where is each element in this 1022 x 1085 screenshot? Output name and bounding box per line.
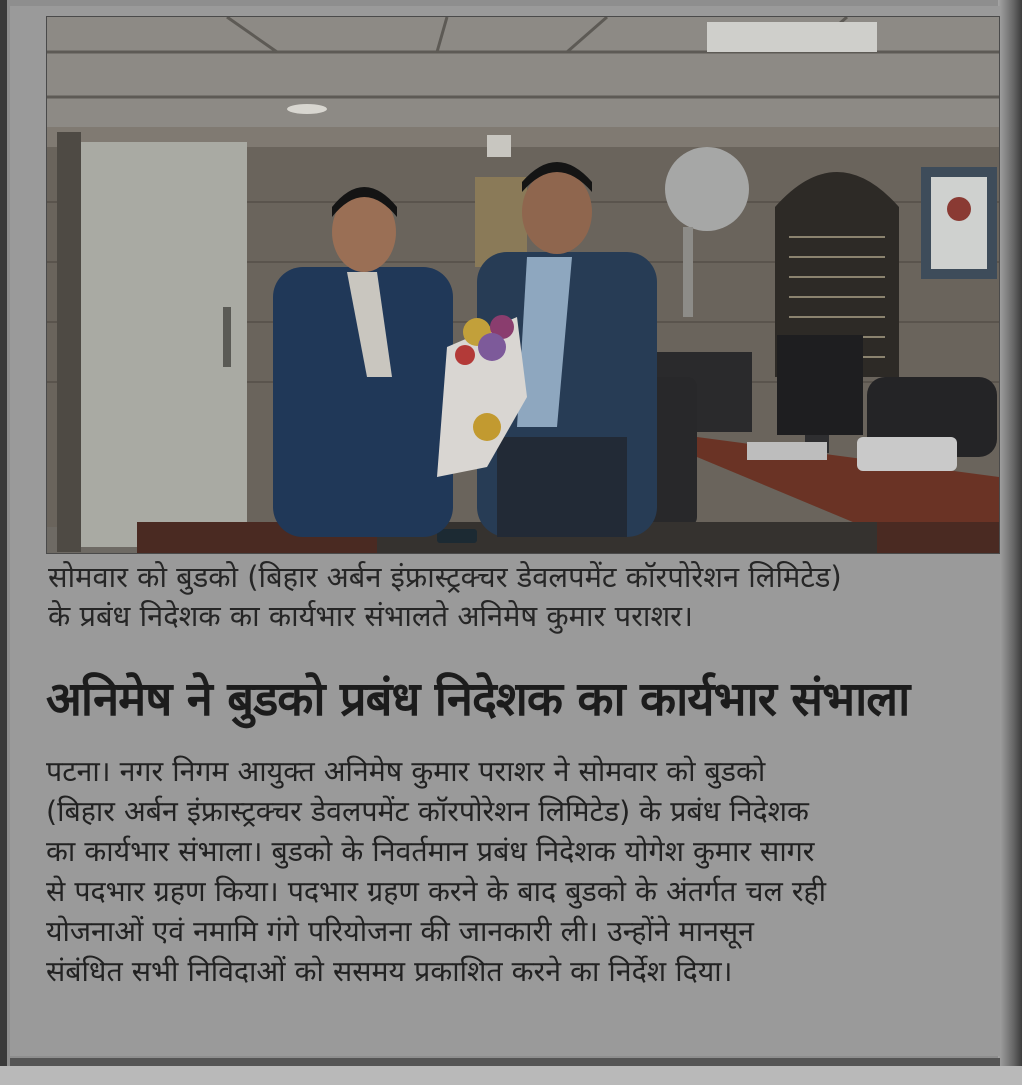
bottom-rule: [10, 1058, 1000, 1066]
paper-right-edge: [998, 0, 1022, 1085]
body-line: संबंधित सभी निविदाओं को ससमय प्रकाशित करने का निर्देश दिया।: [46, 955, 733, 988]
article-body: [46, 752, 996, 992]
body-line: से पदभार ग्रहण किया। पदभार ग्रहण करने के बाद बुडको के अंतर्गत चल रही: [46, 875, 827, 908]
caption-line-1: सोमवार को बुडको (बिहार अर्बन इंफ्रास्ट्रक्चर डेवलपमेंट कॉरपोरेशन लिमिटेड): [48, 560, 842, 594]
bottom-paper-strip: [0, 1066, 1022, 1085]
body-line: योजनाओं एवं नमामि गंगे परियोजना की जानकारी ली। उन्होंने मानसून: [46, 915, 754, 948]
body-line: का कार्यभार संभाला। बुडको के निवर्तमान प्रबंध निदेशक योगेश कुमार सागर: [46, 835, 815, 868]
news-photo: [46, 16, 1000, 554]
left-edge-rule: [0, 0, 7, 1085]
article-headline: अनिमेष ने बुडको प्रबंध निदेशक का कार्यभार संभाला: [46, 672, 910, 727]
body-line: पटना। नगर निगम आयुक्त अनिमेष कुमार पराशर ने सोमवार को बुडको: [46, 755, 766, 788]
caption-line-2: के प्रबंध निदेशक का कार्यभार संभालते अनिमेष कुमार पराशर।: [48, 599, 694, 633]
photo-caption: [48, 558, 998, 636]
body-line: (बिहार अर्बन इंफ्रास्ट्रक्चर डेवलपमेंट कॉरपोरेशन लिमिटेड) के प्रबंध निदेशक: [46, 795, 809, 828]
